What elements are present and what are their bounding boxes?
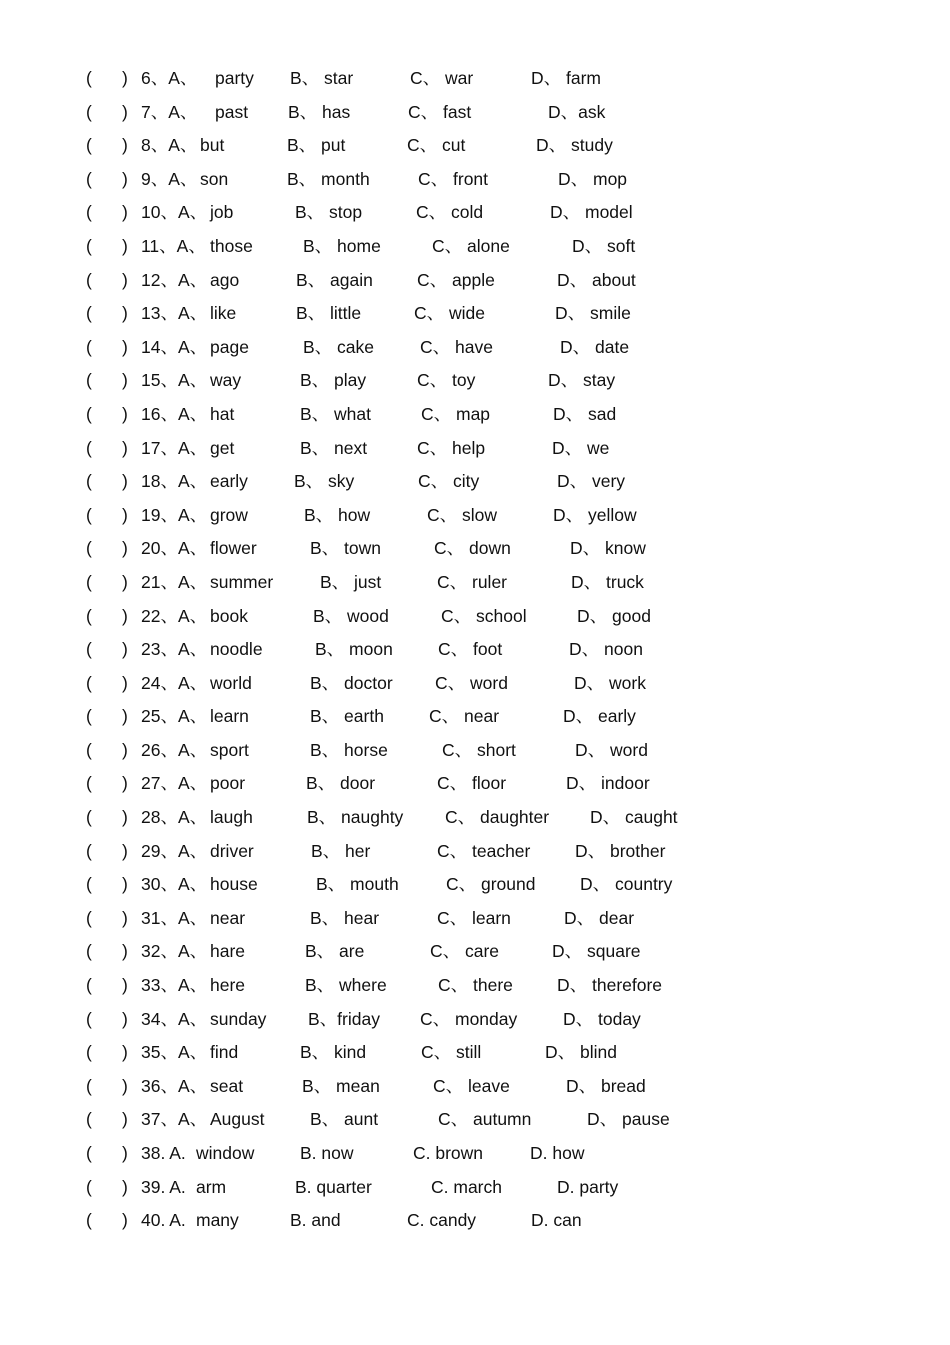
answer-paren-open: ( — [86, 706, 92, 727]
answer-paren-open: ( — [86, 202, 92, 223]
answer-paren-open: ( — [86, 168, 92, 189]
option-a: like — [210, 303, 237, 324]
option-a: book — [210, 605, 248, 626]
question-row — [0, 868, 950, 902]
option-a: summer — [210, 571, 274, 592]
option-d: D、 yellow — [553, 504, 637, 525]
option-c: C、 teacher — [437, 840, 531, 861]
question-row — [0, 734, 950, 768]
question-number: 13、A、 — [141, 303, 208, 324]
answer-paren-open: ( — [86, 437, 92, 458]
question-row — [0, 398, 950, 432]
option-c: C、 slow — [427, 504, 498, 525]
option-c: C、 cold — [416, 202, 484, 223]
option-a: near — [210, 907, 246, 928]
option-c: C、 school — [441, 605, 527, 626]
question-number: 10、A、 — [141, 202, 208, 223]
option-a: ago — [210, 269, 240, 290]
option-b: B、 play — [300, 370, 367, 391]
answer-paren-close: ) — [122, 1042, 128, 1063]
question-row — [0, 364, 950, 398]
answer-paren-close: ) — [122, 1143, 128, 1163]
option-b: B、 stop — [295, 202, 363, 223]
question-row — [0, 902, 950, 936]
option-c: C、 cut — [407, 135, 466, 156]
answer-paren-open: ( — [86, 1176, 92, 1197]
question-row — [0, 230, 950, 264]
answer-paren-open: ( — [86, 1042, 92, 1063]
answer-paren-open: ( — [86, 135, 92, 156]
option-d: D、 therefore — [557, 975, 663, 996]
answer-paren-open: ( — [86, 874, 92, 895]
option-b: B、 has — [288, 101, 351, 122]
question-number: 21、A、 — [141, 571, 208, 592]
answer-paren-close: ) — [122, 1008, 128, 1029]
option-a: way — [210, 370, 242, 391]
option-b: B、 home — [303, 235, 381, 256]
question-number: 37、A、 — [141, 1109, 208, 1130]
answer-paren-open: ( — [86, 370, 92, 391]
option-c: C、 near — [429, 706, 500, 727]
question-number: 9、A、 — [141, 168, 198, 189]
question-number: 39. A. — [141, 1176, 186, 1197]
option-d: D、 mop — [558, 168, 628, 189]
option-d: D、 word — [575, 739, 648, 760]
option-b: B、 door — [306, 773, 376, 794]
option-c: C、 help — [417, 437, 486, 458]
option-b: B、 earth — [310, 706, 384, 727]
answer-paren-open: ( — [86, 235, 92, 256]
option-b: B、 again — [296, 269, 373, 290]
answer-paren-close: ) — [122, 235, 128, 256]
option-c: C. march — [431, 1176, 502, 1197]
answer-paren-close: ) — [122, 840, 128, 861]
option-b: B. now — [300, 1143, 354, 1163]
question-row — [0, 331, 950, 365]
question-row — [0, 1137, 950, 1171]
option-a: flower — [210, 538, 257, 559]
option-b: B、 doctor — [310, 672, 393, 693]
question-row — [0, 566, 950, 600]
option-a: world — [210, 672, 252, 693]
answer-paren-close: ) — [122, 773, 128, 794]
answer-paren-open: ( — [86, 840, 92, 861]
question-row — [0, 969, 950, 1003]
answer-paren-open: ( — [86, 807, 92, 828]
question-number: 7、A、 — [141, 101, 198, 122]
option-c: C、 ruler — [437, 571, 508, 592]
option-a: seat — [210, 1075, 244, 1096]
question-row — [0, 96, 950, 130]
answer-paren-close: ) — [122, 1075, 128, 1096]
option-c: C、 floor — [437, 773, 507, 794]
answer-paren-open: ( — [86, 101, 92, 122]
option-a: sport — [210, 739, 249, 760]
option-d: D、 dear — [564, 907, 635, 928]
option-d: D. can — [531, 1210, 582, 1231]
option-c: C、 fast — [408, 101, 472, 122]
option-b: B、 wood — [313, 605, 389, 626]
question-number: 22、A、 — [141, 605, 208, 626]
option-c: C、 have — [420, 336, 493, 357]
option-d: D、 study — [536, 135, 613, 156]
option-a: August — [210, 1109, 265, 1130]
option-c: C、 word — [435, 672, 508, 693]
option-c: C、 map — [421, 403, 491, 424]
answer-paren-close: ) — [122, 303, 128, 324]
option-b: B、 hear — [310, 907, 380, 928]
answer-paren-close: ) — [122, 874, 128, 895]
answer-paren-open: ( — [86, 605, 92, 626]
answer-paren-close: ) — [122, 370, 128, 391]
option-a: get — [210, 437, 235, 458]
question-row — [0, 935, 950, 969]
answer-paren-open: ( — [86, 773, 92, 794]
answer-paren-close: ) — [122, 101, 128, 122]
question-number: 16、A、 — [141, 403, 208, 424]
question-number: 36、A、 — [141, 1075, 208, 1096]
answer-paren-close: ) — [122, 538, 128, 559]
question-number: 34、A、 — [141, 1008, 208, 1029]
question-number: 31、A、 — [141, 907, 208, 928]
answer-paren-close: ) — [122, 202, 128, 223]
question-row — [0, 1003, 950, 1037]
option-c: C、 monday — [420, 1008, 518, 1029]
option-d: D、 know — [570, 538, 646, 559]
option-c: C、 leave — [433, 1075, 510, 1096]
question-row — [0, 264, 950, 298]
option-c: C、 short — [442, 739, 516, 760]
option-d: D、 date — [560, 336, 630, 357]
question-row — [0, 1204, 950, 1238]
option-d: D、 model — [550, 202, 633, 223]
question-number: 32、A、 — [141, 941, 208, 962]
question-number: 18、A、 — [141, 471, 208, 492]
option-a: house — [210, 874, 258, 895]
option-b: B、 where — [305, 975, 387, 996]
question-list — [0, 62, 950, 1238]
option-d: D、 brother — [575, 840, 666, 861]
answer-paren-close: ) — [122, 907, 128, 928]
option-c: C、 war — [410, 68, 474, 88]
option-c: C、 care — [430, 941, 500, 962]
question-row — [0, 700, 950, 734]
option-d: D、 square — [552, 941, 641, 962]
answer-paren-open: ( — [86, 1008, 92, 1029]
option-a: job — [210, 202, 234, 223]
answer-paren-close: ) — [122, 571, 128, 592]
option-d: D. how — [530, 1143, 585, 1163]
question-number: 14、A、 — [141, 336, 208, 357]
option-a: page — [210, 336, 249, 357]
question-row — [0, 163, 950, 197]
answer-paren-open: ( — [86, 571, 92, 592]
answer-paren-open: ( — [86, 403, 92, 424]
answer-paren-open: ( — [86, 639, 92, 660]
option-c: C、 alone — [432, 235, 510, 256]
option-d: D、 good — [577, 605, 651, 626]
option-c: C、 learn — [437, 907, 511, 928]
option-a: window — [196, 1143, 255, 1163]
answer-paren-open: ( — [86, 538, 92, 559]
option-c: C、 city — [418, 471, 480, 492]
option-c: C、 daughter — [445, 807, 550, 828]
option-c: C、 wide — [414, 303, 485, 324]
question-row — [0, 600, 950, 634]
answer-paren-close: ) — [122, 1210, 128, 1231]
option-d: D. party — [557, 1176, 619, 1197]
option-d: D、 work — [574, 672, 646, 693]
answer-paren-close: ) — [122, 739, 128, 760]
option-c: C、 down — [434, 538, 511, 559]
answer-paren-open: ( — [86, 941, 92, 962]
question-row — [0, 1103, 950, 1137]
answer-paren-close: ) — [122, 68, 128, 88]
question-number: 6、A、 — [141, 68, 198, 88]
answer-paren-open: ( — [86, 471, 92, 492]
option-b: B. quarter — [295, 1176, 372, 1197]
option-c: C. brown — [413, 1143, 484, 1163]
option-a: noodle — [210, 639, 263, 660]
question-number: 15、A、 — [141, 370, 208, 391]
question-row — [0, 532, 950, 566]
option-b: B、 little — [296, 303, 362, 324]
answer-paren-close: ) — [122, 504, 128, 525]
answer-paren-close: ) — [122, 135, 128, 156]
question-number: 20、A、 — [141, 538, 208, 559]
option-a: learn — [210, 706, 249, 727]
question-row — [0, 465, 950, 499]
answer-paren-close: ) — [122, 471, 128, 492]
answer-paren-open: ( — [86, 68, 92, 88]
question-row — [0, 129, 950, 163]
question-number: 25、A、 — [141, 706, 208, 727]
answer-paren-close: ) — [122, 706, 128, 727]
option-a: laugh — [210, 807, 253, 828]
option-b: B. and — [290, 1210, 341, 1231]
option-d: D、 blind — [545, 1042, 617, 1063]
option-d: D、 sad — [553, 403, 617, 424]
option-d: D、 noon — [569, 639, 643, 660]
option-d: D、 early — [563, 706, 636, 727]
question-row — [0, 499, 950, 533]
question-row — [0, 767, 950, 801]
answer-paren-close: ) — [122, 336, 128, 357]
option-b: B、 mean — [302, 1075, 380, 1096]
answer-paren-open: ( — [86, 269, 92, 290]
answer-paren-open: ( — [86, 907, 92, 928]
question-number: 30、A、 — [141, 874, 208, 895]
option-d: D、 stay — [548, 370, 616, 391]
question-row — [0, 196, 950, 230]
question-number: 8、A、 — [141, 135, 198, 156]
option-a: find — [210, 1042, 239, 1063]
option-d: D、 very — [557, 471, 626, 492]
answer-paren-open: ( — [86, 739, 92, 760]
option-d: D、 about — [557, 269, 636, 290]
answer-paren-close: ) — [122, 1109, 128, 1130]
option-d: D、 smile — [555, 303, 631, 324]
answer-paren-open: ( — [86, 1210, 92, 1231]
option-c: C. candy — [407, 1210, 477, 1231]
option-b: B、 naughty — [307, 807, 404, 828]
answer-paren-close: ) — [122, 975, 128, 996]
option-c: C、 autumn — [438, 1109, 532, 1130]
option-a: grow — [210, 504, 248, 525]
option-b: B、 month — [287, 168, 370, 189]
option-a: early — [210, 471, 248, 492]
question-number: 40. A. — [141, 1210, 186, 1231]
question-row — [0, 667, 950, 701]
answer-paren-open: ( — [86, 1075, 92, 1096]
answer-paren-close: ) — [122, 403, 128, 424]
option-d: D、 bread — [566, 1075, 646, 1096]
option-c: C、 still — [421, 1042, 482, 1063]
answer-paren-close: ) — [122, 672, 128, 693]
option-b: B、 moon — [315, 639, 393, 660]
option-a: here — [210, 975, 246, 996]
option-d: D、 indoor — [566, 773, 650, 794]
option-b: B、 sky — [294, 471, 355, 492]
answer-paren-open: ( — [86, 672, 92, 693]
option-d: D、 caught — [590, 807, 678, 828]
question-row — [0, 1171, 950, 1205]
option-a: those — [210, 235, 253, 256]
option-a: party — [215, 68, 254, 88]
option-b: B、 town — [310, 538, 381, 559]
option-a: driver — [210, 840, 254, 861]
option-a: hare — [210, 941, 246, 962]
option-d: D、 we — [552, 437, 610, 458]
option-b: B、 next — [300, 437, 368, 458]
option-c: C、 apple — [417, 269, 495, 290]
question-row — [0, 801, 950, 835]
question-row — [0, 633, 950, 667]
question-number: 17、A、 — [141, 437, 208, 458]
option-c: C、 foot — [438, 639, 503, 660]
option-c: C、 ground — [446, 874, 536, 895]
option-b: B、 cake — [303, 336, 374, 357]
question-row — [0, 62, 950, 96]
answer-paren-close: ) — [122, 437, 128, 458]
question-number: 23、A、 — [141, 639, 208, 660]
question-number: 33、A、 — [141, 975, 208, 996]
option-a: but — [200, 135, 225, 156]
option-a: arm — [196, 1176, 227, 1197]
answer-paren-open: ( — [86, 336, 92, 357]
option-b: B、 just — [320, 571, 382, 592]
question-number: 28、A、 — [141, 807, 208, 828]
option-a: poor — [210, 773, 246, 794]
option-c: C、 front — [418, 168, 489, 189]
option-a: hat — [210, 403, 235, 424]
option-a: sunday — [210, 1008, 267, 1029]
option-d: D、 truck — [571, 571, 644, 592]
option-c: C、 toy — [417, 370, 476, 391]
option-b: B、friday — [308, 1008, 380, 1029]
question-number: 38. A. — [141, 1143, 186, 1163]
option-b: B、 horse — [310, 739, 388, 760]
answer-paren-close: ) — [122, 269, 128, 290]
question-number: 27、A、 — [141, 773, 208, 794]
question-row — [0, 1070, 950, 1104]
option-d: D、 farm — [531, 68, 601, 88]
question-number: 26、A、 — [141, 739, 208, 760]
option-b: B、 her — [311, 840, 371, 861]
answer-paren-close: ) — [122, 168, 128, 189]
answer-paren-open: ( — [86, 303, 92, 324]
question-number: 35、A、 — [141, 1042, 208, 1063]
option-a: past — [215, 101, 249, 122]
answer-paren-open: ( — [86, 1143, 92, 1163]
option-b: B、 aunt — [310, 1109, 379, 1130]
answer-paren-open: ( — [86, 504, 92, 525]
option-a: son — [200, 168, 229, 189]
option-d: D、ask — [548, 101, 606, 122]
option-d: D、 today — [563, 1008, 641, 1029]
option-b: B、 how — [304, 504, 371, 525]
option-b: B、 put — [287, 135, 346, 156]
question-row — [0, 297, 950, 331]
question-number: 19、A、 — [141, 504, 208, 525]
option-b: B、 kind — [300, 1042, 367, 1063]
option-b: B、 mouth — [316, 874, 399, 895]
question-row — [0, 432, 950, 466]
option-d: D、 pause — [587, 1109, 670, 1130]
option-d: D、 country — [580, 874, 673, 895]
option-b: B、 star — [290, 68, 354, 88]
option-b: B、 are — [305, 941, 365, 962]
answer-paren-close: ) — [122, 941, 128, 962]
answer-paren-close: ) — [122, 807, 128, 828]
question-row — [0, 1036, 950, 1070]
question-number: 11、A、 — [141, 235, 206, 256]
answer-paren-close: ) — [122, 639, 128, 660]
question-number: 24、A、 — [141, 672, 208, 693]
question-row — [0, 835, 950, 869]
answer-paren-open: ( — [86, 975, 92, 996]
option-a: many — [196, 1210, 239, 1231]
answer-paren-open: ( — [86, 1109, 92, 1130]
option-c: C、 there — [438, 975, 513, 996]
option-b: B、 what — [300, 403, 371, 424]
answer-paren-close: ) — [122, 1176, 128, 1197]
answer-paren-close: ) — [122, 605, 128, 626]
question-number: 29、A、 — [141, 840, 208, 861]
question-number: 12、A、 — [141, 269, 208, 290]
option-d: D、 soft — [572, 235, 636, 256]
